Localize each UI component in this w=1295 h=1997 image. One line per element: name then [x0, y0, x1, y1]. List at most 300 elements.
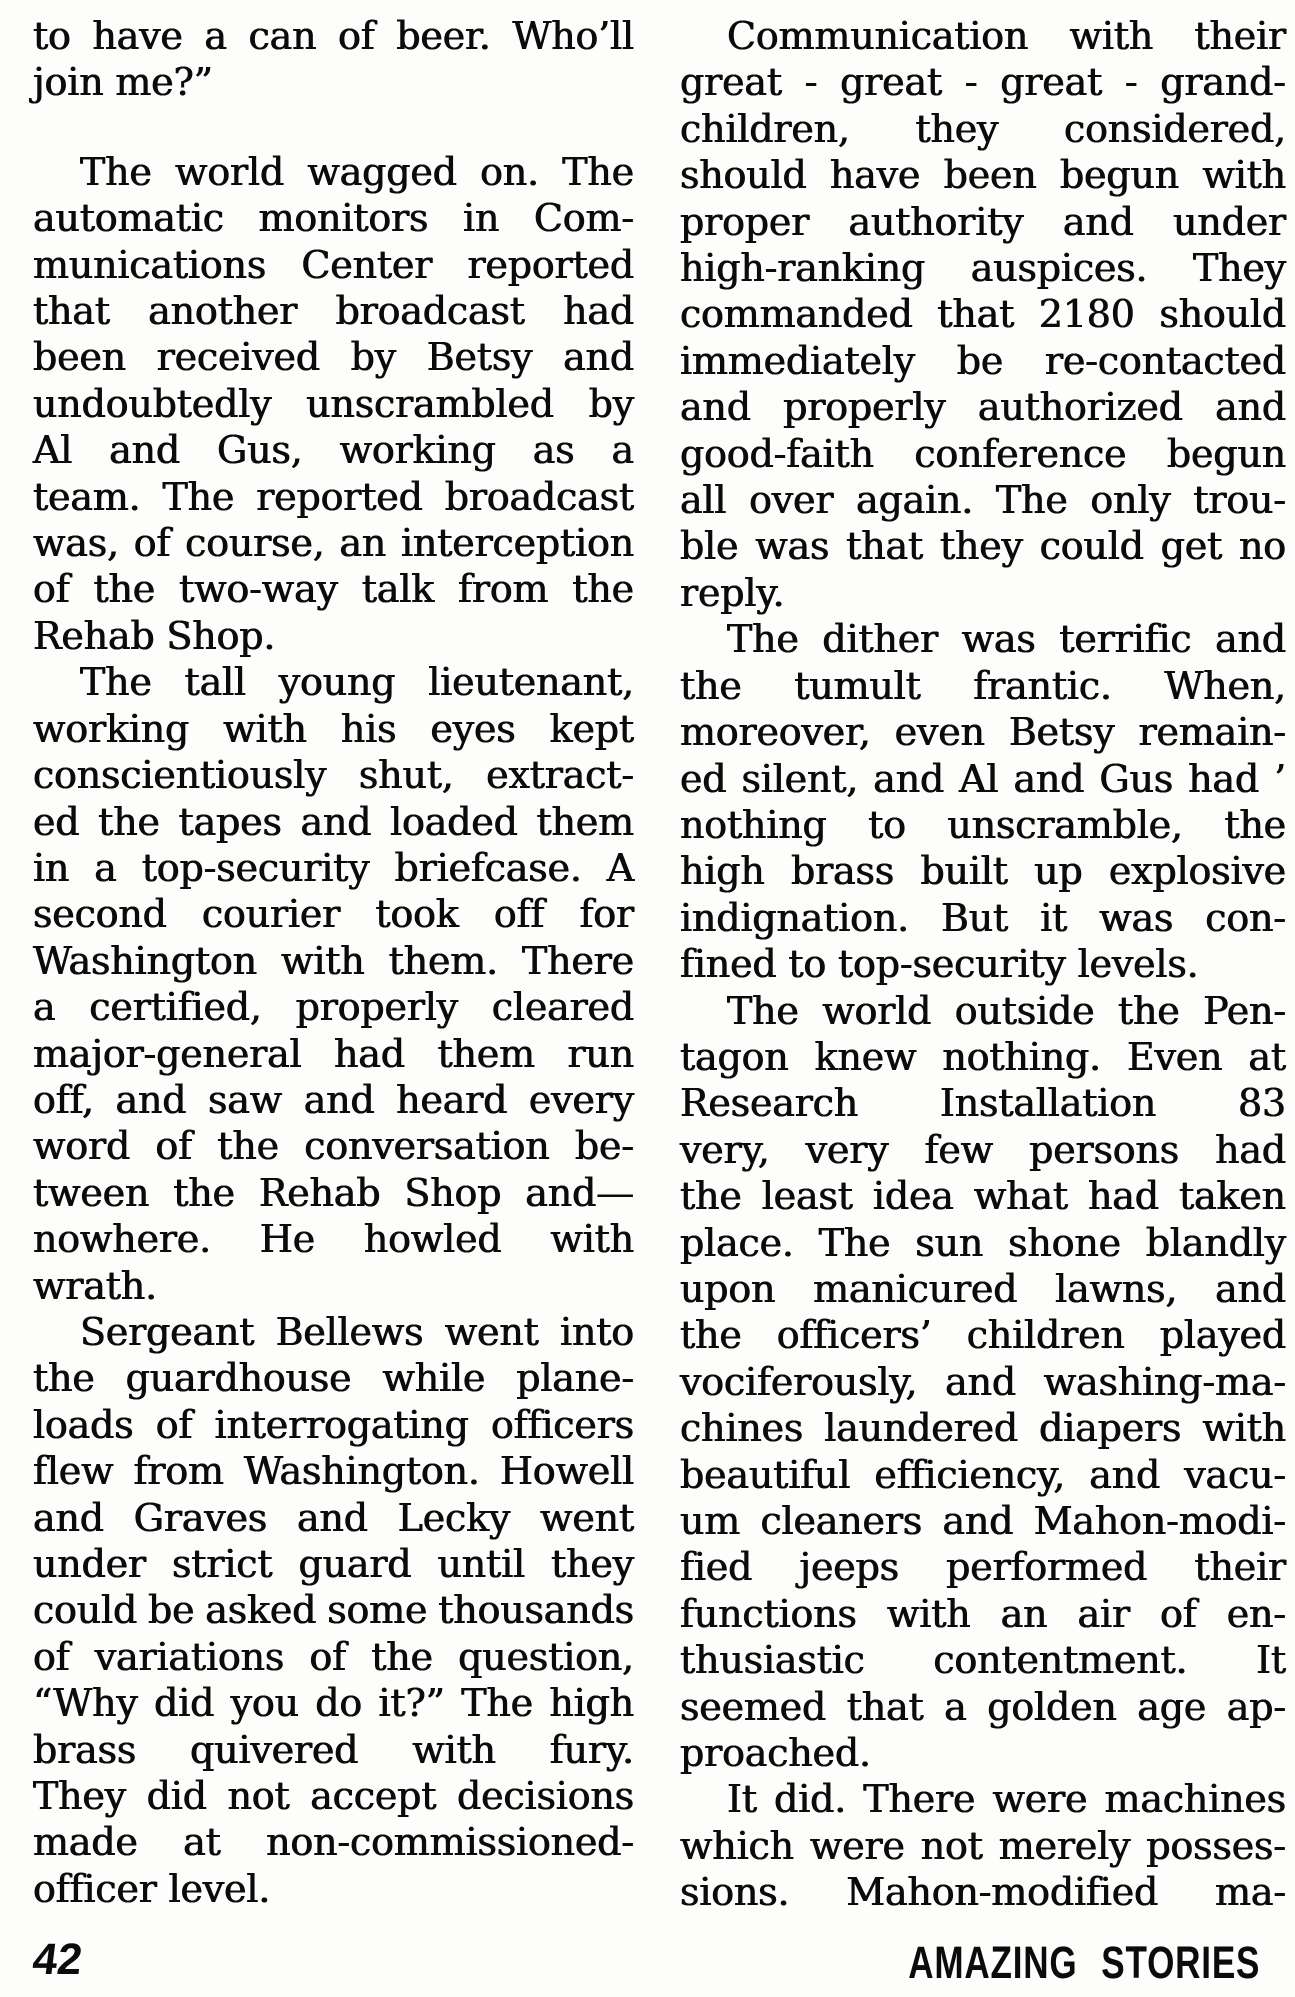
- text-line: join me?”: [33, 60, 213, 105]
- word: few: [924, 1127, 994, 1172]
- word: should: [1159, 292, 1286, 337]
- word: run: [567, 1031, 634, 1076]
- word: took: [375, 892, 459, 937]
- word: world: [822, 988, 932, 1033]
- word: should: [680, 153, 807, 198]
- word: Betsy: [1008, 710, 1115, 755]
- word: loads: [33, 1402, 134, 1447]
- word: It: [1256, 1638, 1286, 1683]
- left-column: [33, 13, 634, 1912]
- word: at: [1248, 1034, 1286, 1079]
- word: automatic: [33, 196, 224, 241]
- word: tumult: [794, 663, 921, 708]
- word: efficiency,: [874, 1452, 1066, 1497]
- word: place.: [680, 1220, 794, 1265]
- word: conscientiously: [33, 753, 327, 798]
- word: and: [563, 335, 634, 380]
- word: for: [579, 892, 634, 937]
- word: had: [1088, 1174, 1159, 1219]
- word: an: [339, 521, 387, 566]
- word: trou-: [1193, 478, 1286, 523]
- word: eyes: [430, 706, 516, 751]
- word: Installation: [939, 1081, 1157, 1126]
- word: plane-: [516, 1356, 634, 1401]
- word: in: [33, 845, 70, 890]
- word: Washington.: [243, 1449, 480, 1494]
- word: Al: [33, 428, 73, 473]
- word: great: [840, 60, 943, 105]
- word: 83: [1238, 1081, 1286, 1126]
- word: ble: [680, 524, 739, 569]
- page-number: 42: [30, 1935, 86, 1984]
- word: fied: [680, 1545, 753, 1590]
- word: was,: [33, 521, 119, 566]
- word: Shop: [404, 1170, 502, 1215]
- word: They: [33, 1774, 126, 1819]
- word: have: [829, 153, 921, 198]
- word: um: [680, 1499, 741, 1543]
- word: sions.: [680, 1870, 790, 1915]
- text-line: [680, 291, 1286, 337]
- word: officers: [490, 1402, 634, 1447]
- text-line: [33, 13, 634, 59]
- word: Who’ll: [512, 14, 634, 58]
- word: had: [563, 289, 634, 334]
- word: young: [278, 660, 396, 705]
- text-line: [33, 706, 634, 752]
- word: and: [873, 756, 945, 801]
- word: A: [606, 845, 634, 890]
- text-line: [680, 1544, 1286, 1590]
- word: The: [727, 617, 799, 662]
- word: commanded: [680, 292, 913, 337]
- word: of: [155, 1402, 193, 1447]
- word: Rehab: [258, 1170, 381, 1215]
- text-line: [33, 195, 634, 241]
- word: Betsy: [426, 335, 533, 380]
- word: guard: [298, 1542, 412, 1586]
- word: Gus: [1099, 756, 1174, 801]
- word: interrogating: [214, 1402, 469, 1447]
- word: machines: [1104, 1777, 1286, 1822]
- word: and: [1215, 385, 1286, 430]
- text-line: [33, 566, 634, 612]
- text-line: [680, 1498, 1286, 1544]
- word: The: [995, 478, 1068, 523]
- word: decisions: [457, 1774, 634, 1819]
- word: question,: [458, 1634, 634, 1679]
- text-line: [33, 1819, 634, 1865]
- word: the: [98, 799, 160, 844]
- word: them: [536, 799, 634, 844]
- word: be: [148, 1588, 195, 1633]
- text-line: [33, 1727, 634, 1773]
- word: and: [33, 1495, 104, 1540]
- word: ed: [680, 756, 727, 801]
- word: vociferously,: [680, 1359, 918, 1404]
- word: some: [327, 1588, 428, 1633]
- text-line: [33, 1031, 634, 1077]
- word: could: [33, 1588, 138, 1633]
- word: only: [1090, 478, 1171, 523]
- word: thusiastic: [680, 1638, 865, 1683]
- word: world: [175, 149, 285, 194]
- word: explosive: [1108, 849, 1286, 894]
- word: and: [1013, 756, 1085, 801]
- page-footer: [30, 1934, 1262, 1988]
- word: thousands: [438, 1588, 634, 1633]
- word: interception: [400, 521, 634, 566]
- text-line: [33, 1216, 634, 1262]
- word: and: [1089, 1452, 1161, 1497]
- text-line: [680, 1173, 1286, 1219]
- word: have: [92, 14, 183, 58]
- word: reported: [467, 242, 634, 287]
- word: from: [133, 1449, 224, 1494]
- word: unscrambled: [306, 381, 554, 426]
- word: high-ranking: [680, 246, 926, 291]
- word: howled: [363, 1217, 502, 1262]
- word: Com-: [533, 196, 634, 241]
- word: with: [412, 1727, 496, 1772]
- word: blandly: [1145, 1220, 1286, 1265]
- word: with: [1202, 1406, 1286, 1451]
- text-line: [33, 1495, 634, 1541]
- word: begun: [1059, 153, 1180, 198]
- word: not: [227, 1774, 290, 1819]
- word: diapers: [1039, 1406, 1182, 1451]
- word: beer.: [396, 14, 491, 58]
- word: Pen-: [1203, 988, 1286, 1033]
- word: briefcase.: [394, 845, 582, 890]
- word: into: [560, 1309, 634, 1354]
- word: received: [156, 335, 320, 380]
- text-line: [680, 1869, 1286, 1915]
- text-line: [33, 1170, 634, 1216]
- word: had: [334, 1031, 405, 1076]
- magazine-title: AMAZING STORIES: [908, 1937, 1260, 1988]
- word: that: [846, 524, 924, 569]
- word: The: [80, 149, 152, 194]
- word: course,: [185, 521, 325, 566]
- word: and: [945, 1359, 1016, 1404]
- word: There: [863, 1777, 976, 1822]
- word: was: [1099, 895, 1174, 940]
- word: high: [549, 1681, 634, 1726]
- word: had: [1188, 756, 1260, 801]
- word: top-security: [141, 845, 370, 890]
- word: Graves: [133, 1495, 268, 1540]
- word: very: [805, 1127, 889, 1172]
- word: a: [611, 428, 634, 473]
- word: brass: [790, 849, 895, 894]
- word: beautiful: [680, 1452, 851, 1497]
- word: with: [886, 1591, 971, 1636]
- word: vacu-: [1184, 1452, 1286, 1497]
- word: his: [340, 706, 397, 751]
- word: nowhere.: [33, 1217, 211, 1262]
- word: extract-: [486, 753, 634, 798]
- text-line: [33, 1634, 634, 1680]
- word: heard: [396, 1077, 508, 1122]
- text-line: [680, 1220, 1286, 1266]
- word: of: [309, 1634, 346, 1679]
- text-line: [33, 1587, 634, 1633]
- word: posses-: [1146, 1823, 1286, 1868]
- word: nothing.: [942, 1034, 1101, 1079]
- word: working: [339, 428, 496, 473]
- word: was: [961, 617, 1036, 662]
- word: did: [146, 1774, 207, 1819]
- word: undoubtedly: [33, 381, 272, 426]
- word: high: [680, 849, 765, 894]
- text-line: [680, 1034, 1286, 1080]
- word: that: [846, 1684, 924, 1729]
- word: the: [680, 1313, 742, 1358]
- text-line: [33, 1355, 634, 1401]
- word: taken: [1179, 1174, 1286, 1219]
- word: what: [973, 1174, 1068, 1219]
- text-line: [680, 13, 1286, 59]
- word: authority: [848, 199, 1024, 244]
- word: under: [33, 1542, 146, 1586]
- word: frantic.: [973, 663, 1112, 708]
- word: lawns,: [1055, 1266, 1178, 1311]
- text-line: [33, 427, 634, 473]
- word: re-contacted: [1044, 338, 1286, 383]
- word: that: [33, 289, 110, 334]
- text-line: reply.: [680, 570, 785, 615]
- word: kept: [549, 706, 634, 751]
- text-line: [33, 659, 634, 705]
- word: with: [280, 938, 365, 983]
- text-line: [680, 1080, 1286, 1126]
- word: Research: [680, 1081, 859, 1126]
- word: of: [33, 567, 70, 612]
- word: of: [155, 1124, 192, 1169]
- word: cleared: [491, 985, 634, 1030]
- word: them.: [388, 938, 498, 983]
- word: of: [133, 521, 171, 566]
- word: terrific: [1059, 617, 1192, 662]
- word: When,: [1164, 663, 1286, 708]
- word: to: [868, 802, 906, 847]
- paragraph-gap: [33, 106, 634, 149]
- word: on.: [480, 149, 539, 194]
- word: as: [532, 428, 575, 473]
- word: sun: [915, 1220, 984, 1265]
- right-column: [680, 13, 1286, 1916]
- word: Mahon-modi-: [1033, 1499, 1286, 1543]
- word: that: [937, 292, 1015, 337]
- word: broadcast: [335, 289, 525, 334]
- text-line: [33, 1077, 634, 1123]
- word: two-way: [179, 567, 338, 612]
- word: chines: [680, 1406, 804, 1451]
- word: tagon: [680, 1034, 789, 1079]
- word: you: [230, 1681, 299, 1726]
- word: from: [458, 567, 549, 612]
- text-line: [33, 845, 634, 891]
- text-line: [680, 338, 1286, 384]
- word: properly: [783, 385, 946, 430]
- word: and: [942, 1499, 1014, 1543]
- word: dither: [822, 617, 939, 662]
- word: the: [1224, 802, 1286, 847]
- word: good-faith: [680, 431, 874, 476]
- word: and: [296, 1495, 368, 1540]
- text-line: [33, 1402, 634, 1448]
- word: conference: [914, 431, 1127, 476]
- word: Mahon-modified: [846, 1870, 1159, 1915]
- text-line: [680, 709, 1286, 755]
- word: strict: [171, 1542, 273, 1586]
- word: reported: [256, 474, 423, 519]
- word: made: [33, 1820, 138, 1865]
- word: was: [755, 524, 830, 569]
- word: But: [941, 895, 1009, 940]
- word: can: [248, 14, 317, 58]
- text-line: proached.: [680, 1731, 871, 1776]
- word: great: [1000, 60, 1103, 105]
- word: They: [1193, 246, 1286, 291]
- word: upon: [680, 1266, 776, 1311]
- word: Gus,: [217, 428, 303, 473]
- word: air: [1077, 1591, 1130, 1636]
- word: and: [109, 428, 181, 473]
- word: shut,: [358, 753, 454, 798]
- word: did: [154, 1681, 215, 1726]
- word: of: [33, 1634, 70, 1679]
- text-line: Rehab Shop.: [33, 613, 276, 658]
- word: nothing: [680, 802, 827, 847]
- text-line: [680, 616, 1286, 662]
- word: en-: [1226, 1591, 1286, 1636]
- text-line: [680, 523, 1286, 569]
- text-line: [680, 1312, 1286, 1358]
- word: talk: [361, 567, 435, 612]
- text-line: [680, 152, 1286, 198]
- word: working: [33, 706, 190, 751]
- word: ap-: [1226, 1684, 1286, 1729]
- word: asked: [205, 1588, 317, 1633]
- word: grand-: [1160, 60, 1286, 105]
- word: and: [1215, 617, 1286, 662]
- word: children: [966, 1313, 1125, 1358]
- word: ed: [33, 799, 80, 844]
- word: the: [93, 567, 156, 612]
- word: in: [463, 196, 500, 241]
- word: second: [33, 892, 167, 937]
- word: wagged: [307, 149, 457, 194]
- word: the: [217, 1124, 279, 1169]
- text-line: [33, 891, 634, 937]
- word: proper: [680, 199, 810, 244]
- word: variations: [94, 1634, 285, 1679]
- word: and: [1062, 199, 1134, 244]
- word: broadcast: [444, 474, 634, 519]
- word: It: [727, 1777, 757, 1822]
- word: con-: [1205, 895, 1286, 940]
- text-line: [680, 59, 1286, 105]
- word: non-commissioned-: [266, 1820, 634, 1865]
- text-line: [33, 752, 634, 798]
- word: tall: [184, 660, 246, 705]
- text-line: [680, 1127, 1286, 1173]
- text-line: [33, 1541, 634, 1587]
- word: major-general: [33, 1031, 302, 1076]
- word: off,: [33, 1077, 94, 1122]
- word: officers’: [776, 1313, 932, 1358]
- text-line: [33, 938, 634, 984]
- word: performed: [946, 1545, 1148, 1590]
- word: great: [680, 60, 782, 105]
- text-line: [680, 1359, 1286, 1405]
- word: Lecky: [397, 1495, 511, 1540]
- word: Sergeant: [80, 1309, 255, 1354]
- text-line: [680, 1637, 1286, 1683]
- word: and: [680, 385, 751, 430]
- word: certified,: [89, 985, 262, 1030]
- word: munications: [33, 242, 267, 287]
- word: remain-: [1138, 710, 1286, 755]
- word: The: [461, 1681, 533, 1726]
- word: saw: [208, 1077, 283, 1122]
- word: with: [550, 1217, 634, 1262]
- text-line: [680, 895, 1286, 941]
- word: ’: [1274, 756, 1286, 801]
- text-line: [33, 149, 634, 195]
- word: built: [920, 849, 1008, 894]
- word: not: [920, 1823, 983, 1868]
- word: indignation.: [680, 895, 910, 940]
- word: were: [809, 1823, 905, 1868]
- text-line: [680, 1452, 1286, 1498]
- text-line: wrath.: [33, 1263, 157, 1308]
- text-line: [33, 520, 634, 566]
- word: accept: [310, 1774, 437, 1819]
- word: outside: [954, 988, 1095, 1033]
- text-line: [33, 984, 634, 1030]
- word: begun: [1166, 431, 1286, 476]
- text-line: [33, 242, 634, 288]
- word: and: [300, 799, 372, 844]
- word: by: [350, 335, 397, 380]
- word: be: [956, 338, 1004, 383]
- word: shone: [1008, 1220, 1121, 1265]
- word: be-: [574, 1124, 634, 1169]
- word: Bellews: [275, 1309, 424, 1354]
- text-line: [680, 756, 1286, 802]
- word: moreover,: [680, 710, 871, 755]
- word: considered,: [1064, 106, 1286, 151]
- word: merely: [998, 1823, 1131, 1868]
- word: Even: [1127, 1034, 1223, 1079]
- word: the: [173, 1170, 235, 1215]
- word: under: [1173, 199, 1286, 244]
- word: get: [1160, 524, 1223, 569]
- word: golden: [987, 1684, 1117, 1729]
- word: lieutenant,: [428, 660, 634, 705]
- word: had: [1215, 1127, 1286, 1172]
- word: the: [680, 663, 742, 708]
- word: There: [522, 938, 634, 983]
- word: played: [1159, 1313, 1286, 1358]
- text-line: [680, 477, 1286, 523]
- word: again.: [856, 478, 974, 523]
- word: tween: [33, 1170, 150, 1215]
- word: did.: [774, 1777, 847, 1822]
